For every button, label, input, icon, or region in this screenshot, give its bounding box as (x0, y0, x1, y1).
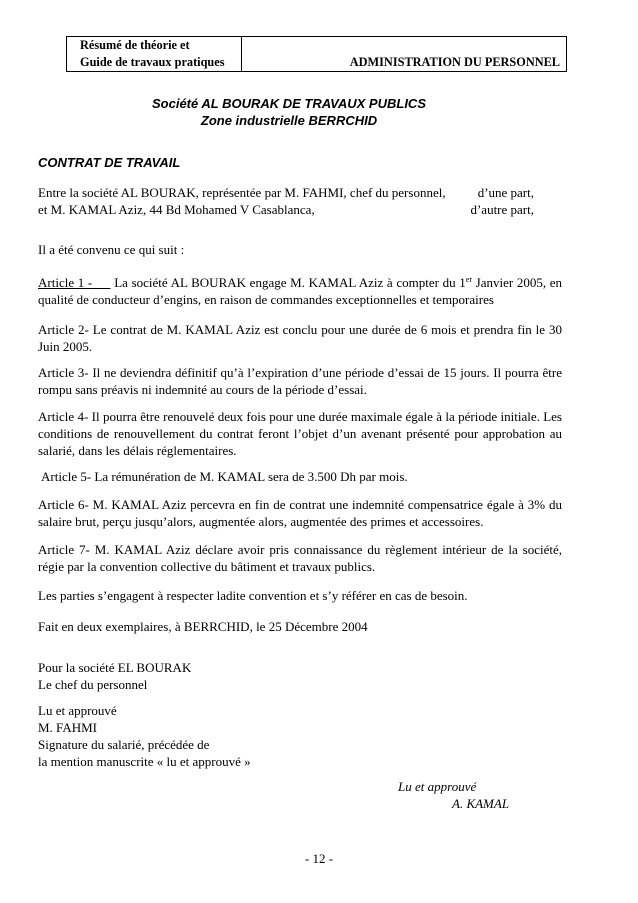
article-7-line-2: régie par la convention collective du bâtiment et travaux publics. (38, 559, 376, 574)
article-1-line-1 (38, 274, 562, 291)
approval-note-line-3: Signature du salarié, précédée de (38, 737, 210, 752)
header-guide-line-2: Guide de travaux pratiques (80, 55, 225, 69)
page-number: - 12 - (304, 851, 334, 866)
article-5 (38, 468, 562, 485)
company-location: Zone industrielle BERRCHID (200, 113, 378, 128)
article-2-line-2: Juin 2005. (38, 339, 93, 354)
article-1-line-2: qualité de conducteur d’engins, en raison de commandes exceptionnelles et temporaires (38, 292, 494, 307)
party-employee-text: et M. KAMAL Aziz, 44 Bd Mohamed V Casablanca, (38, 202, 315, 217)
company-block (38, 95, 540, 129)
party-employer-text: Entre la société AL BOURAK, représentée par M. FAHMI, chef du personnel, (38, 185, 446, 200)
approval-note-line-1: Lu et approuvé (38, 703, 117, 718)
article-2-line-1: Article 2- Le contrat de M. KAMAL Aziz est conclu pour une durée de 6 mois et prendra fin le 30 (38, 322, 562, 337)
article-4-line-2: conditions de renouvellement du contrat feront l’objet d’un avenant présenté pour approbation au (38, 426, 562, 441)
article-6-line-2: salaire brut, perçu jusqu’alors, augmentée alors, augmentée des primes et accessoires. (38, 514, 484, 529)
employer-signature-block (38, 659, 562, 693)
company-name: Société AL BOURAK DE TRAVAUX PUBLICS (152, 96, 426, 111)
header-module-title: ADMINISTRATION DU PERSONNEL (349, 55, 560, 69)
article-4-line-1: Article 4- Il pourra être renouvelé deux fois pour une durée maximale égale à la période initiale. Les (38, 409, 562, 424)
article-1-label: Article 1 - (38, 275, 93, 290)
intro-text: Il a été convenu ce qui suit : (38, 242, 185, 257)
article-3-line-2: rompu sans préavis ni indemnité au cours de la période d’essai. (38, 382, 367, 397)
done-at-text: Fait en deux exemplaires, à BERRCHID, le 25 Décembre 2004 (38, 619, 368, 634)
party-employer-role: d’une part, (477, 185, 534, 200)
article-4-line-3: salarié, dans les délais réglementaires. (38, 443, 237, 458)
employer-signature-line-2: Le chef du personnel (38, 677, 148, 692)
article-6-line-1: Article 6- M. KAMAL Aziz percevra en fin de contrat une indemnité compensatrice égale à 3% du (38, 497, 562, 512)
article-1-ordinal-suffix: er (465, 275, 472, 284)
article-1 (38, 274, 562, 308)
party-line-employer (38, 184, 562, 201)
article-5-line-1: Article 5- La rémunération de M. KAMAL sera de 3.500 Dh par mois. (41, 469, 408, 484)
employee-approval-text: Lu et approuvé (398, 779, 477, 794)
header-module-cell (242, 37, 566, 71)
approval-note-line-4: la mention manuscrite « lu et approuvé » (38, 754, 251, 769)
party-employee-role: d’autre part, (470, 202, 534, 217)
contract-title: CONTRAT DE TRAVAIL (38, 155, 181, 170)
approval-note-block (38, 702, 562, 770)
article-1-line-1-start: La société AL BOURAK engage M. KAMAL Aziz à compter du 1 (114, 275, 466, 290)
party-line-employee (38, 201, 562, 218)
article-2 (38, 321, 562, 355)
commitment-text: Les parties s’engagent à respecter ladite convention et s’y référer en cas de besoin. (38, 588, 468, 603)
employee-name: A. KAMAL (452, 796, 510, 811)
article-6 (38, 496, 562, 530)
article-3 (38, 364, 562, 398)
header-table (66, 36, 567, 72)
header-guide-cell (67, 37, 242, 71)
employer-signature-line-1: Pour la société EL BOURAK (38, 660, 192, 675)
approval-note-line-2: M. FAHMI (38, 720, 97, 735)
article-7-line-1: Article 7- M. KAMAL Aziz déclare avoir pris connaissance du règlement intérieur de la société, (38, 542, 562, 557)
article-4 (38, 408, 562, 459)
article-1-line-1-end: Janvier 2005, en (475, 275, 563, 290)
article-3-line-1: Article 3- Il ne deviendra définitif qu’à l’expiration d’une période d’essai de 15 jours. Il pourra être (38, 365, 562, 380)
article-7 (38, 541, 562, 575)
parties-block (38, 184, 562, 218)
header-guide-line-1: Résumé de théorie et (80, 38, 190, 52)
